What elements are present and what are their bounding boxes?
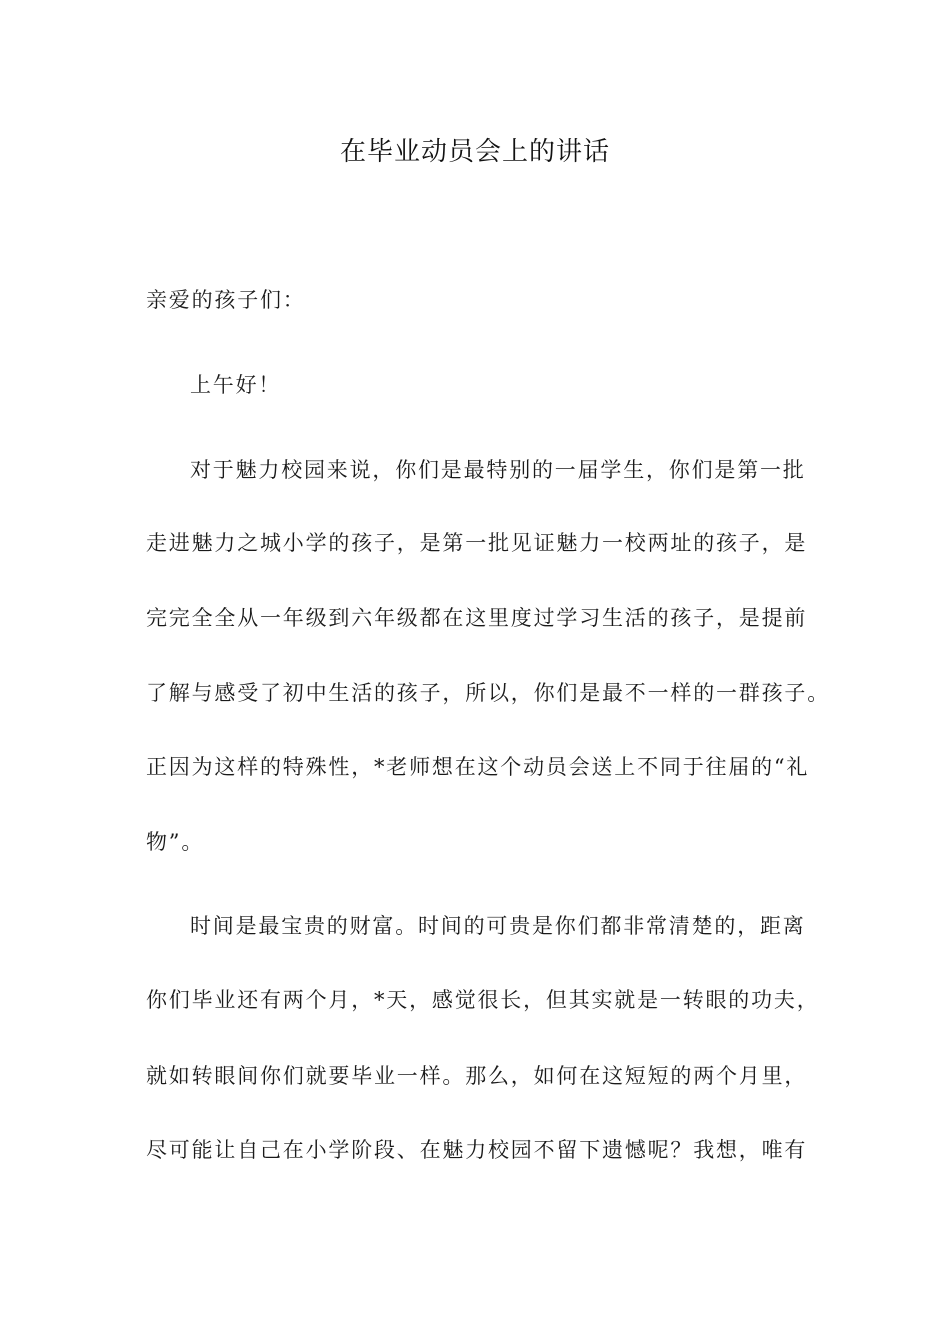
- paragraph-line: 你们毕业还有两个月，*天，感觉很长，但其实就是一转眼的功夫，: [146, 988, 820, 1012]
- paragraph-line: 时间是最宝贵的财富。时间的可贵是你们都非常清楚的，距离: [190, 914, 806, 938]
- paragraph-line: 完完全全从一年级到六年级都在这里度过学习生活的孩子，是提前: [146, 606, 808, 630]
- paragraph-line: 走进魅力之城小学的孩子，是第一批见证魅力一校两址的孩子，是: [146, 531, 808, 555]
- paragraph-line: 就如转眼间你们就要毕业一样。那么，如何在这短短的两个月里，: [146, 1064, 808, 1088]
- paragraph-line: 正因为这样的特殊性，*老师想在这个动员会送上不同于往届的“礼: [146, 755, 810, 779]
- paragraph-line: 了解与感受了初中生活的孩子，所以，你们是最不一样的一群孩子。: [146, 681, 830, 705]
- paragraph-line: 尽可能让自己在小学阶段、在魅力校园不留下遗憾呢？我想，唯有: [146, 1138, 808, 1162]
- document-title: 在毕业动员会上的讲话: [339, 137, 610, 167]
- paragraph-line: 对于魅力校园来说，你们是最特别的一届学生，你们是第一批: [190, 458, 806, 482]
- salutation: 亲爱的孩子们：: [146, 288, 306, 312]
- greeting: 上午好！: [190, 373, 282, 397]
- paragraph-line: 物”。: [146, 830, 205, 854]
